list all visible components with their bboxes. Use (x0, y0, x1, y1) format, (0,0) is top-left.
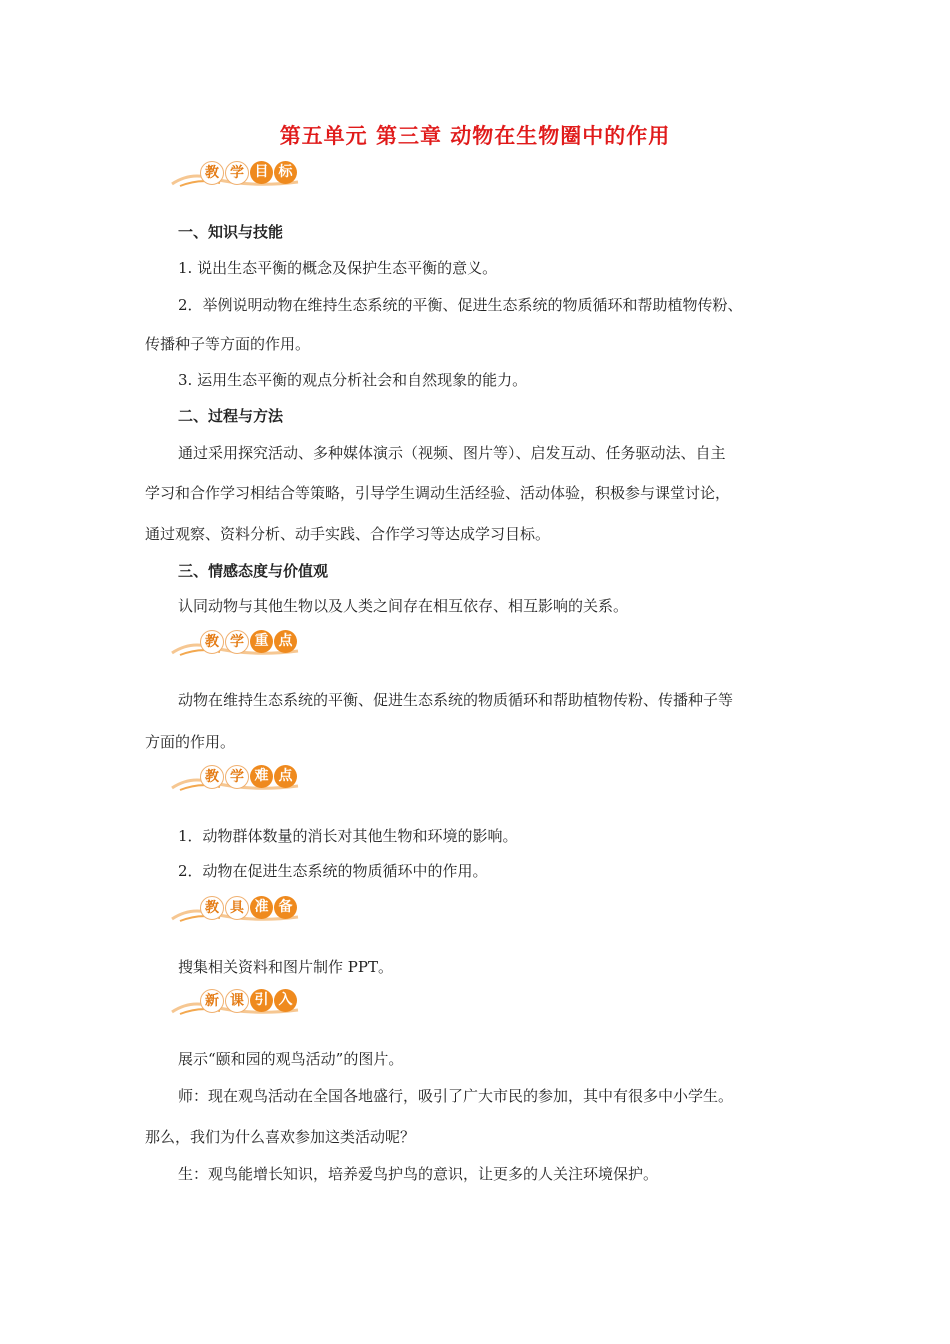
list-item: 1．动物群体数量的消长对其他生物和环境的影响。 (178, 827, 518, 845)
banner-char: 具 (225, 896, 249, 920)
paragraph-line: 那么，我们为什么喜欢参加这类活动呢？ (145, 1128, 416, 1146)
banner-char: 教 (200, 765, 224, 789)
banner-char: 入 (274, 989, 297, 1012)
section-heading: 三、情感态度与价值观 (178, 562, 329, 580)
banner-char: 引 (250, 989, 273, 1012)
banner-char: 难 (250, 765, 273, 788)
paragraph-line: 通过采用探究活动、多种媒体演示（视频、图片等）、启发互动、任务驱动法、自主 (178, 444, 726, 462)
paragraph-line: 认同动物与其他生物以及人类之间存在相互依存、相互影响的关系。 (178, 597, 629, 615)
list-item: 2．动物在促进生态系统的物质循环中的作用。 (178, 862, 488, 880)
banner-char: 目 (250, 161, 273, 184)
banner-char: 点 (274, 630, 297, 653)
list-item: 2．举例说明动物在维持生态系统的平衡、促进生态系统的物质循环和帮助植物传粉、 (178, 296, 743, 314)
paragraph-line: 师：现在观鸟活动在全国各地盛行，吸引了广大市民的参加，其中有很多中小学生。 (178, 1087, 734, 1105)
banner-char: 教 (200, 161, 224, 185)
list-item-continuation: 传播种子等方面的作用。 (145, 335, 311, 353)
paragraph-line: 动物在维持生态系统的平衡、促进生态系统的物质循环和帮助植物传粉、传播种子等 (178, 691, 734, 709)
banner-introduction (170, 986, 310, 1022)
banner-char: 教 (200, 630, 224, 654)
section-heading: 二、过程与方法 (178, 407, 284, 425)
banner-char: 教 (200, 896, 224, 920)
banner-char: 准 (250, 896, 273, 919)
paragraph-line: 展示“颐和园的观鸟活动”的图片。 (178, 1050, 404, 1068)
paragraph-line: 生：观鸟能增长知识，培养爱鸟护鸟的意识，让更多的人关注环境保护。 (178, 1165, 659, 1183)
paragraph-line: 搜集相关资料和图片制作 PPT。 (178, 958, 393, 976)
section-heading: 一、知识与技能 (178, 223, 284, 241)
paragraph-line: 方面的作用。 (145, 733, 236, 751)
banner-preparation (170, 893, 310, 929)
banner-char: 课 (225, 989, 249, 1013)
banner-difficulties (170, 762, 310, 798)
banner-char: 学 (225, 765, 249, 789)
page-title: 第五单元 第三章 动物在生物圈中的作用 (279, 124, 671, 148)
banner-char: 学 (225, 630, 249, 654)
list-item: 3. 运用生态平衡的观点分析社会和自然现象的能力。 (178, 371, 528, 389)
paragraph-line: 通过观察、资料分析、动手实践、合作学习等达成学习目标。 (145, 525, 551, 543)
banner-char: 新 (200, 989, 224, 1013)
banner-char: 重 (250, 630, 273, 653)
banner-char: 备 (274, 896, 297, 919)
banner-char: 点 (274, 765, 297, 788)
banner-key-points (170, 627, 310, 663)
list-item: 1. 说出生态平衡的概念及保护生态平衡的意义。 (178, 259, 498, 277)
paragraph-line: 学习和合作学习相结合等策略，引导学生调动生活经验、活动体验，积极参与课堂讨论， (145, 484, 731, 502)
banner-char: 标 (274, 161, 297, 184)
banner-teaching-objectives (170, 158, 310, 194)
banner-char: 学 (225, 161, 249, 185)
